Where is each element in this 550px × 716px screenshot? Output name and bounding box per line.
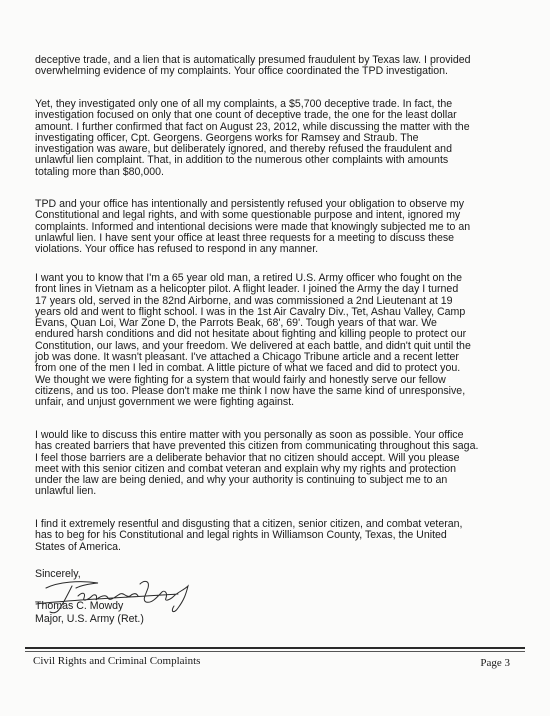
paragraph-line: overwhelming evidence of my complaints. Your office coordinated the TPD investigation. xyxy=(35,65,448,78)
paragraph-line: job was done. It wasn't pleasant. I've attached a Chicago Tribune article and a recent letter xyxy=(35,351,459,364)
paragraph-line: Yet, they investigated only one of all my complaints, a $5,700 deceptive trade. In fact, the xyxy=(35,98,453,110)
paragraph-line: 17 years old, served in the 82nd Airborne, and was commissioned a 2nd Lieutenant at 19 xyxy=(35,294,453,307)
paragraph-line: violations. Your office has refused to respond in any manner. xyxy=(35,243,319,256)
paragraph-line: investigation was aware, but deliberately ignored, and thereby refused the fraudulent and xyxy=(35,143,452,156)
paragraph-line: investigation focused on only that one count of deceptive trade, the one for the least dollar xyxy=(35,109,457,122)
paragraph-line: unlawful lien complaint. That, in addition to the numerous other complaints with amounts xyxy=(35,154,449,167)
paragraph-line: meet with this senior citizen and combat veteran and explain why my rights and protection xyxy=(35,462,457,475)
paragraph-line: investigating officer, Cpt. Georgens. Georgens works for Ramsey and Straub. The xyxy=(35,131,419,144)
paragraph-line: from one of the men I led in combat. A little picture of what we faced and did to protect you. xyxy=(35,362,461,375)
paragraph-line: deceptive trade, and a lien that is automatically presumed fraudulent by Texas law. I provided xyxy=(35,54,471,66)
page-number: Page 3 xyxy=(480,657,510,669)
paragraph-line: complaints. Informed and intentional decisions were made that knowingly subjected me to an xyxy=(35,220,471,233)
paragraph-line: has created barriers that have prevented this citizen from communicating throughout this saga. xyxy=(35,440,479,453)
paragraph-line: TPD and your office has intentionally and persistently refused your obligation to observe my xyxy=(35,198,465,210)
paragraph-line: citizens, and us too. Please don't make me think I now have the same kind of unresponsive, xyxy=(35,384,466,397)
footer-divider-thin xyxy=(25,651,525,652)
paragraph-line: I find it extremely resentful and disgusting that a citizen, senior citizen, and combat veteran, xyxy=(35,518,463,530)
signer-title: Major, U.S. Army (Ret.) xyxy=(35,613,144,625)
paragraph-line: unlawful lien. xyxy=(35,485,97,498)
paragraph-line: years old and went to flight school. I was in the 1st Air Cavalry Div., Tet, Ashau Valley, Camp xyxy=(35,305,466,318)
paragraph-4 xyxy=(35,273,513,409)
closing-text: Sincerely, xyxy=(35,568,81,580)
paragraph-line: Constitutional and legal rights, and with some questionable purpose and intent, ignored my xyxy=(35,209,461,222)
paragraph-5 xyxy=(35,430,513,498)
paragraph-3 xyxy=(35,199,513,255)
paragraph-line: unlawful lien. I have sent your office at least three requests for a meeting to discuss these xyxy=(35,231,455,244)
paragraph-line: front lines in Vietnam as a helicopter pilot. A flight leader. I joined the Army the day I turned xyxy=(35,283,459,296)
signer-name: Thomas C. Mowdy xyxy=(35,600,124,612)
paragraph-line: Evans, Quan Loi, War Zone D, the Parrots Beak, 68', 69'. Tough years of that war. We xyxy=(35,317,437,330)
paragraph-line: States of America. xyxy=(35,540,121,553)
paragraph-2 xyxy=(35,99,513,178)
footer-title: Civil Rights and Criminal Complaints xyxy=(33,655,201,667)
footer-divider-thick xyxy=(25,647,525,649)
paragraph-line: I would like to discuss this entire matter with you personally as soon as possible. Your office xyxy=(35,429,464,441)
handwritten-signature xyxy=(28,574,213,616)
paragraph-line: I want you to know that I'm a 65 year old man, a retired U.S. Army officer who fought on the xyxy=(35,272,462,284)
paragraph-line: has to beg for his Constitutional and legal rights in Williamson County, Texas, the United xyxy=(35,529,447,542)
paragraph-line: endured harsh conditions and did not hesitate about fighting and killing people to protect our xyxy=(35,328,467,341)
paragraph-line: under the law are being denied, and why your authority is continuing to subject me to an xyxy=(35,474,448,487)
paragraph-line: We thought we were fighting for a system that would fairly and honestly serve our fellow xyxy=(35,373,446,386)
paragraph-line: I feel those barriers are a deliberate behavior that no citizen should accept. Will you please xyxy=(35,451,460,464)
paragraph-line: unfair, and unjust government we were fighting against. xyxy=(35,396,295,409)
paragraph-6 xyxy=(35,519,513,553)
paragraph-line: amount. I further confirmed that fact on August 23, 2012, while discussing the matter with the xyxy=(35,120,470,133)
paragraph-1 xyxy=(35,55,513,78)
paragraph-line: Constitution, our laws, and your freedom. We delivered at each battle, and didn't quit until the xyxy=(35,339,471,352)
paragraph-line: totaling more than $80,000. xyxy=(35,165,164,178)
